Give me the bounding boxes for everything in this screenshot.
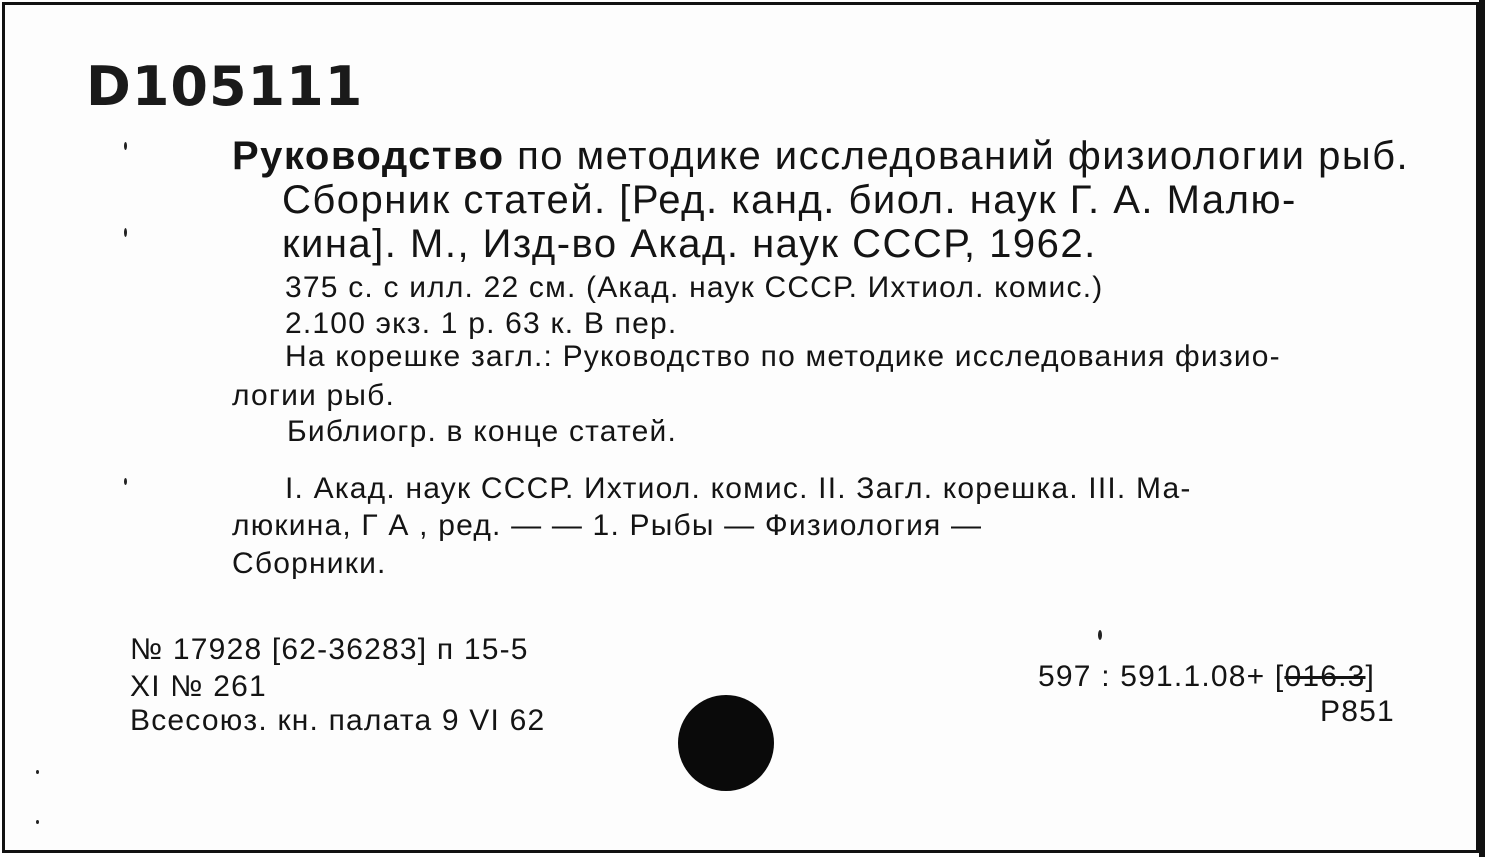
card-edge	[1479, 0, 1485, 857]
tracing-line-3: Сборники.	[232, 547, 387, 580]
title-line-2: Сборник статей. [Ред. канд. биол. наук Г. А. Малю-	[282, 178, 1297, 222]
footer-line-1: № 17928 [62-36283] п 15-5	[130, 633, 529, 666]
classification-main: 597 : 591.1.08+ [	[1038, 660, 1285, 693]
note-line-1: На корешке загл.: Руководство по методике исследования физио-	[285, 340, 1281, 373]
title-line-1	[232, 136, 1409, 176]
title-lead: Руководство	[232, 134, 505, 178]
note-line-2: логии рыб.	[232, 379, 396, 412]
description-line-1: 375 с. с илл. 22 см. (Акад. наук СССР. Ихтиол. комис.)	[285, 271, 1104, 304]
footer-line-2: XI № 261	[130, 670, 267, 703]
margin-mark	[124, 142, 127, 150]
card-punch-hole	[678, 695, 774, 791]
accession-stamp: D105111	[86, 55, 364, 118]
title-line-3: кина]. М., Изд-во Акад. наук СССР, 1962.	[282, 222, 1097, 266]
shelf-mark: P851	[1320, 695, 1395, 728]
margin-mark	[36, 820, 39, 824]
classification-struck: 016.3	[1284, 660, 1366, 693]
margin-mark	[36, 770, 39, 774]
margin-mark	[124, 228, 127, 237]
tracing-line-2: люкина, Г А , ред. — — 1. Рыбы — Физиология —	[232, 509, 983, 542]
footer-line-3: Всесоюз. кн. палата 9 VI 62	[130, 704, 546, 737]
title-rest: по методике исследований физиологии рыб.	[517, 134, 1410, 178]
classification-number	[1038, 662, 1375, 692]
classification-close: ]	[1365, 660, 1376, 693]
note-line-3: Библиогр. в конце статей.	[287, 415, 677, 448]
ink-mark	[1098, 630, 1102, 640]
margin-mark	[124, 478, 127, 485]
tracing-line-1: I. Акад. наук СССР. Ихтиол. комис. II. Загл. корешка. III. Ма-	[285, 472, 1192, 505]
description-line-2: 2.100 экз. 1 р. 63 к. В пер.	[285, 307, 678, 340]
